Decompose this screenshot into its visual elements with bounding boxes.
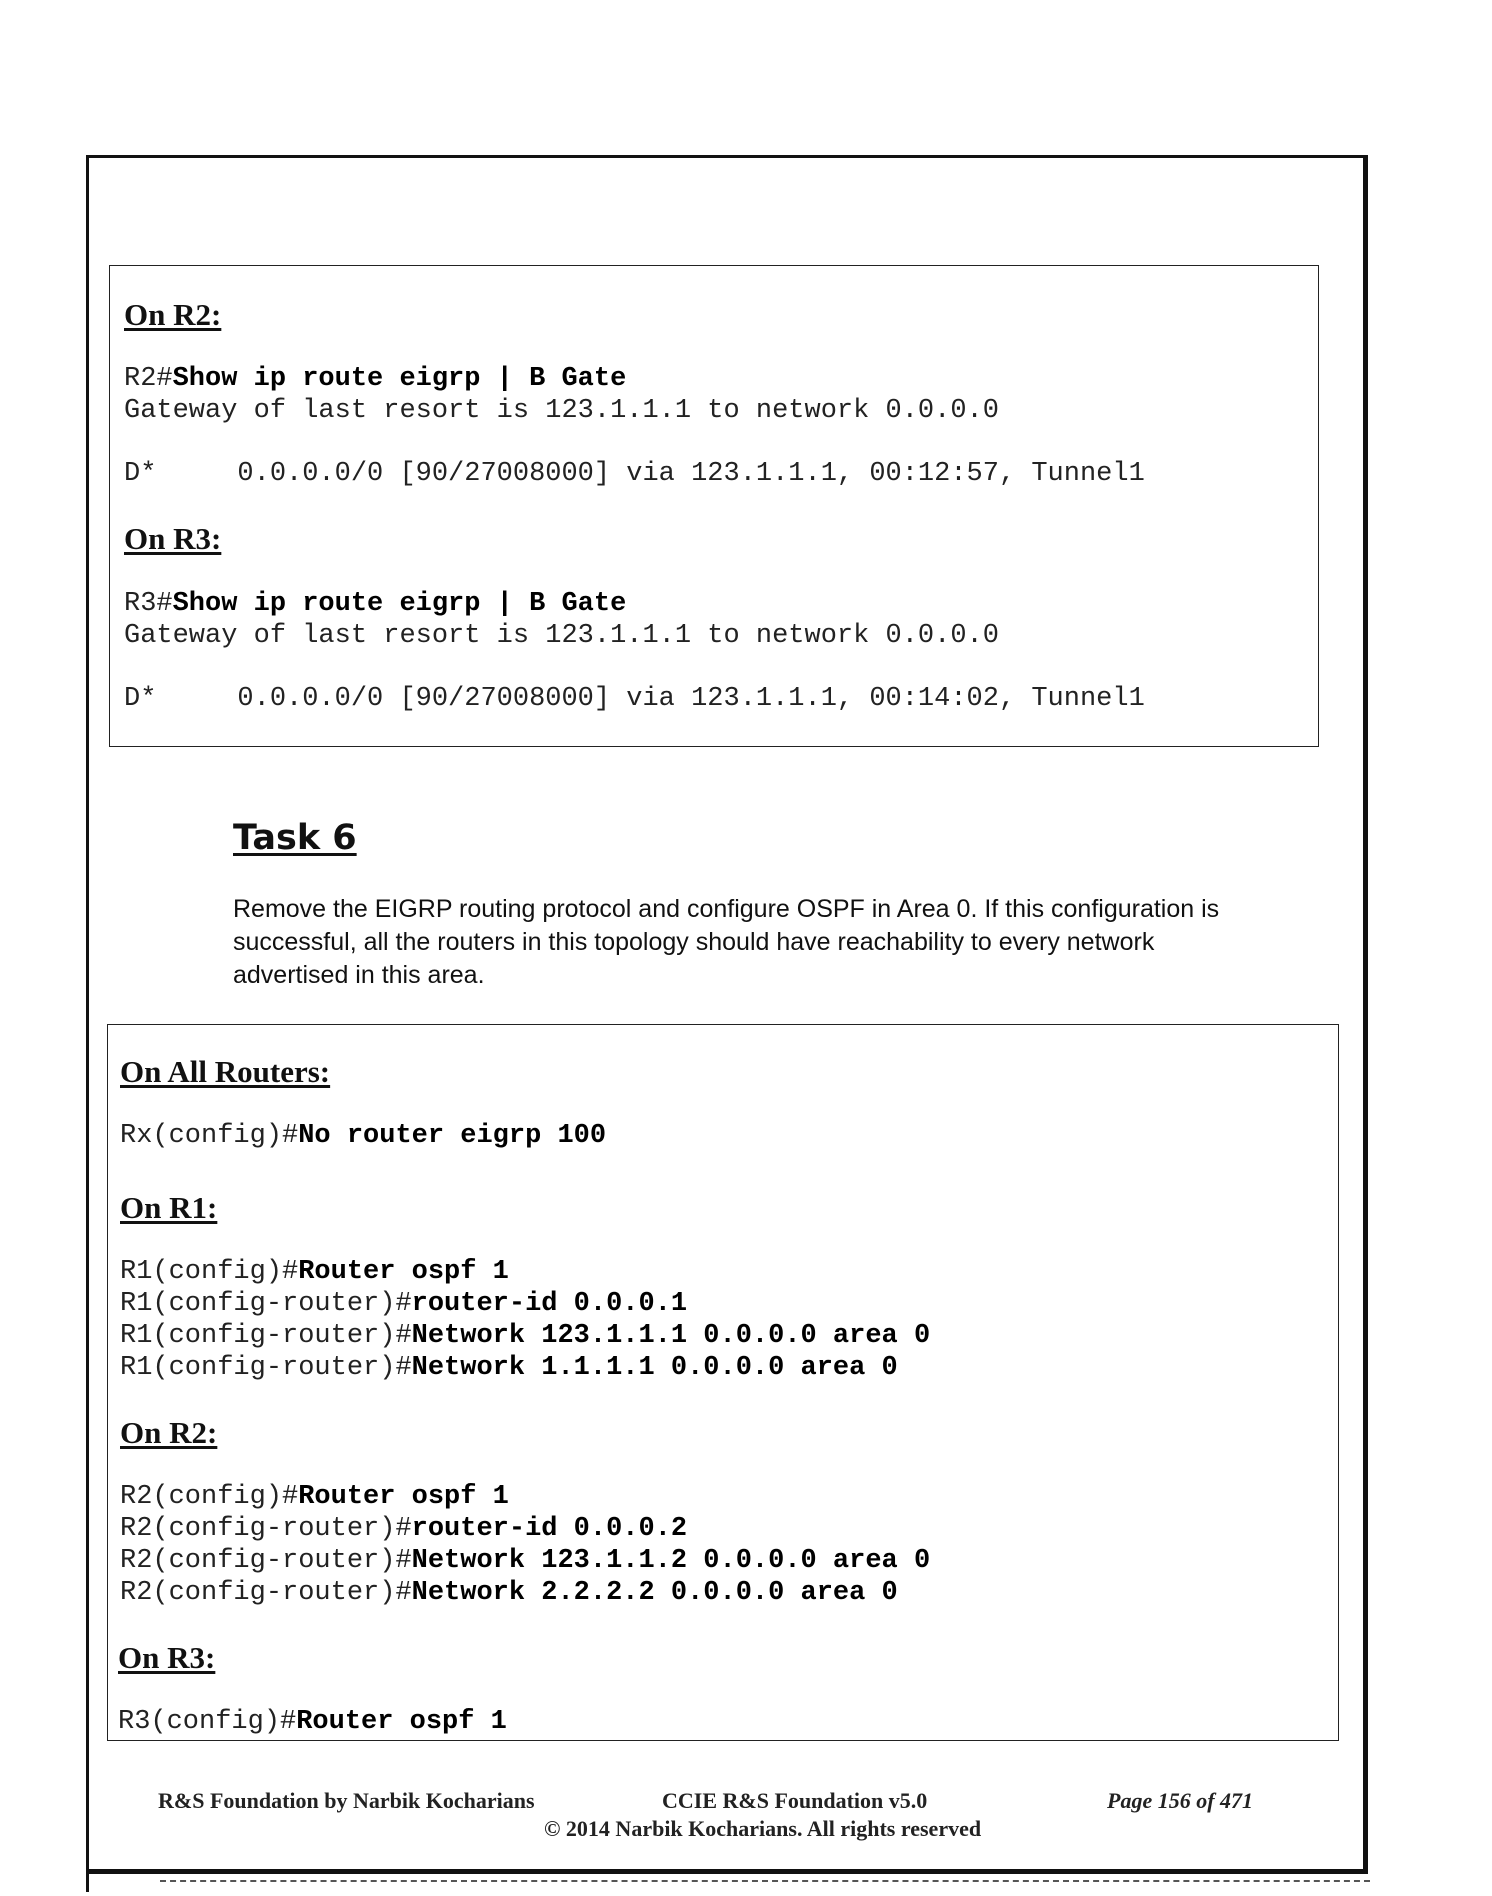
prompt: R3(config)# <box>118 1707 297 1737</box>
footer-divider <box>160 1880 1370 1882</box>
prompt: R2(config-router)# <box>120 1514 412 1544</box>
show-output-box <box>109 265 1319 747</box>
r2-output-heading: On R2: <box>124 297 222 332</box>
command: No router eigrp 100 <box>298 1121 607 1151</box>
config-line <box>120 1352 898 1384</box>
r2-config-heading: On R2: <box>120 1415 218 1450</box>
prompt: R1(config)# <box>120 1257 299 1287</box>
footer-author: R&S Foundation by Narbik Kocharians <box>158 1788 535 1813</box>
r3-show-command <box>124 588 626 620</box>
config-line <box>120 1256 509 1288</box>
prompt: R1(config-router)# <box>120 1353 412 1383</box>
config-line <box>120 1288 687 1320</box>
config-line <box>120 1577 898 1609</box>
r2-show-command <box>124 363 626 395</box>
prompt: R3# <box>124 589 173 619</box>
task-description: Remove the EIGRP routing protocol and configure OSPF in Area 0. If this configuration is successful, all the routers in this topology should have reachability to every network advertised in this area. <box>233 895 1220 989</box>
command: Router ospf 1 <box>296 1707 507 1737</box>
r3-route-line: D* 0.0.0.0/0 [90/27008000] via 123.1.1.1, 00:14:02, Tunnel1 <box>124 684 1145 714</box>
prompt: R2(config-router)# <box>120 1578 412 1608</box>
command: Network 2.2.2.2 0.0.0.0 area 0 <box>411 1578 898 1608</box>
footer-title: CCIE R&S Foundation v5.0 <box>662 1788 928 1813</box>
footer-page-number: Page 156 of 471 <box>1107 1788 1254 1813</box>
command: Router ospf 1 <box>298 1257 509 1287</box>
all-routers-heading: On All Routers: <box>120 1054 331 1089</box>
prompt: R2(config-router)# <box>120 1546 412 1576</box>
r2-route-line: D* 0.0.0.0/0 [90/27008000] via 123.1.1.1, 00:12:57, Tunnel1 <box>124 459 1145 489</box>
r3-config-heading: On R3: <box>118 1640 216 1675</box>
command: router-id 0.0.0.1 <box>411 1289 688 1319</box>
config-line <box>118 1706 507 1738</box>
task-title: Task 6 <box>233 818 357 858</box>
frame-tail <box>86 1872 89 1892</box>
r3-gateway-line: Gateway of last resort is 123.1.1.1 to network 0.0.0.0 <box>124 621 999 651</box>
r3-output-heading: On R3: <box>124 521 222 556</box>
command: Network 123.1.1.1 0.0.0.0 area 0 <box>411 1321 931 1351</box>
command: Show ip route eigrp | B Gate <box>172 589 627 619</box>
r2-gateway-line: Gateway of last resort is 123.1.1.1 to network 0.0.0.0 <box>124 396 999 426</box>
command: Network 1.1.1.1 0.0.0.0 area 0 <box>411 1353 898 1383</box>
config-line <box>120 1481 509 1513</box>
command: Network 123.1.1.2 0.0.0.0 area 0 <box>411 1546 931 1576</box>
prompt: Rx(config)# <box>120 1121 299 1151</box>
command: Show ip route eigrp | B Gate <box>172 364 627 394</box>
prompt: R1(config-router)# <box>120 1321 412 1351</box>
prompt: R1(config-router)# <box>120 1289 412 1319</box>
r1-config-heading: On R1: <box>120 1190 218 1225</box>
config-line <box>120 1513 687 1545</box>
config-line <box>120 1120 606 1152</box>
config-line <box>120 1545 930 1577</box>
config-line <box>120 1320 930 1352</box>
prompt: R2(config)# <box>120 1482 299 1512</box>
command: Router ospf 1 <box>298 1482 509 1512</box>
footer-copyright: © 2014 Narbik Kocharians. All rights reserved <box>544 1816 982 1841</box>
command: router-id 0.0.0.2 <box>411 1514 688 1544</box>
prompt: R2# <box>124 364 173 394</box>
